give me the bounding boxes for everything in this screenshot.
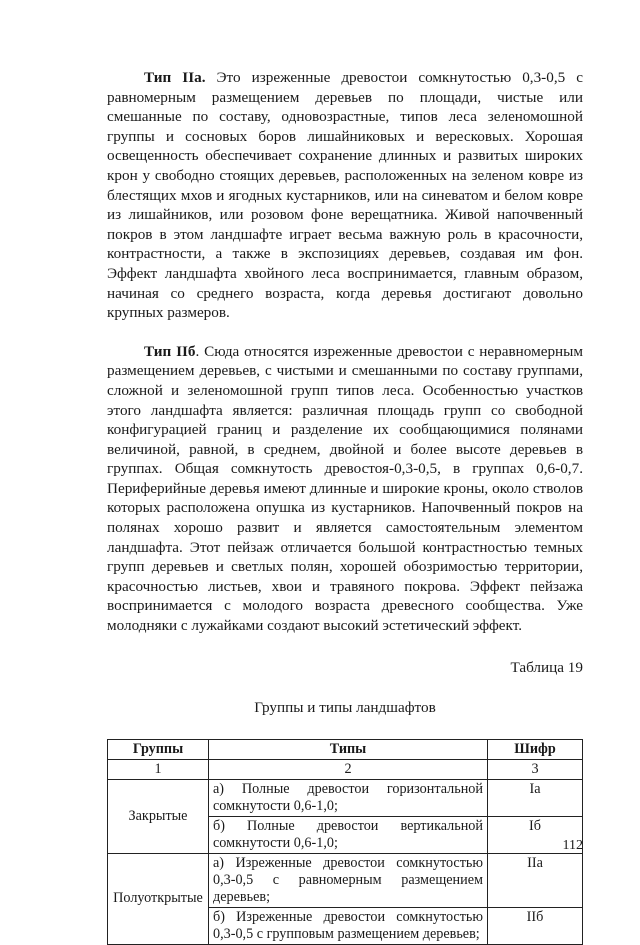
page-number: 112	[562, 838, 583, 853]
paragraph-label: Тип IIб	[144, 342, 196, 360]
group-cell: Закрытые	[108, 779, 209, 853]
column-number: 1	[108, 759, 209, 779]
group-cell: Полуоткрытые	[108, 853, 209, 944]
paragraph-label: Тип IIа.	[144, 69, 206, 86]
table-header-row	[108, 739, 583, 759]
column-number: 2	[209, 759, 488, 779]
paragraph-text: . Сюда относятся изреженные древостои с неравномерным размещением деревьев, с чистыми и смешанными по составу группами, сложной и зеленомошной групп типов леса. Особенностью участков этого ландшафта является: различная площадь групп со свободной конфигурацией границ и разделение их сообщающимися полянами величиной, равной, в среднем, двойной и более высоте деревьев в группах. Общая сомкнутость древостоя-0,3-0,5, в группах 0,6-0,7. Периферийные деревья имеют длинные и широкие кроны, около стволов которых расположена опушка из кустарников. Напочвенный покров на полянах хорошо развит и является самостоятельным элементом ландшафта. Этот пейзаж отличается большой контрастностью темных групп деревьев и светлых полян, хорошей обозримостью территории, красочностью листьев, хвои и травяного покрова. Эффект пейзажа воспринимается с молодого возраста древесного сообщества. Уже молодняки с лужайками создают высокий эстетический эффект.	[107, 342, 583, 635]
table-title: Группы и типы ландшафтов	[254, 698, 436, 716]
code-cell: IIа	[488, 853, 583, 907]
paragraph-type-2a	[107, 68, 583, 323]
type-cell: а) Изреженные древостои сомкнутостью 0,3-0,5 с равномерным размещением деревьев;	[209, 853, 488, 907]
code-cell: Iб	[488, 816, 583, 853]
header-groups: Группы	[108, 739, 209, 759]
landscape-table	[107, 739, 583, 945]
table-label: Таблица 19	[510, 658, 583, 676]
type-cell: б) Изреженные древостои сомкнутостью 0,3-0,5 с групповым размещением деревьев;	[209, 907, 488, 944]
type-cell: б) Полные древостои вертикальной сомкнутости 0,6-1,0;	[209, 816, 488, 853]
table-number-row	[108, 759, 583, 779]
code-cell: IIб	[488, 907, 583, 944]
table-row	[108, 779, 583, 816]
header-code: Шифр	[488, 739, 583, 759]
table-row	[108, 853, 583, 907]
type-cell: а) Полные древостои горизонтальной сомкнутости 0,6-1,0;	[209, 779, 488, 816]
page-content	[107, 68, 583, 945]
header-types: Типы	[209, 739, 488, 759]
paragraph-type-2b	[107, 342, 583, 636]
code-cell: Iа	[488, 779, 583, 816]
column-number: 3	[488, 759, 583, 779]
paragraph-text: Это изреженные древостои сомкнутостью 0,3-0,5 с равномерным размещением деревьев по площади, чистые или смешанные по составу, одновозрастные, типов леса зеленомошной группы и сосновых боров лишайниковых и вересковых. Хорошая освещенность обеспечивает сохранение длинных и развитых широких крон у свободно стоящих деревьев, расположенных на зеленом ковре из блестящих мхов и ягодных кустарников, или на синеватом и белом ковре из лишайников, или розовом фоне верещатника. Живой напочвенный покров в этом ландшафте играет весьма важную роль в красочности, контрастности, а также в экспозициях деревьев, создавая им фон. Эффект ландшафта хвойного леса воспринимается, главным образом, начиная со среднего возраста, когда деревья достигают довольно крупных размеров.	[107, 69, 583, 322]
